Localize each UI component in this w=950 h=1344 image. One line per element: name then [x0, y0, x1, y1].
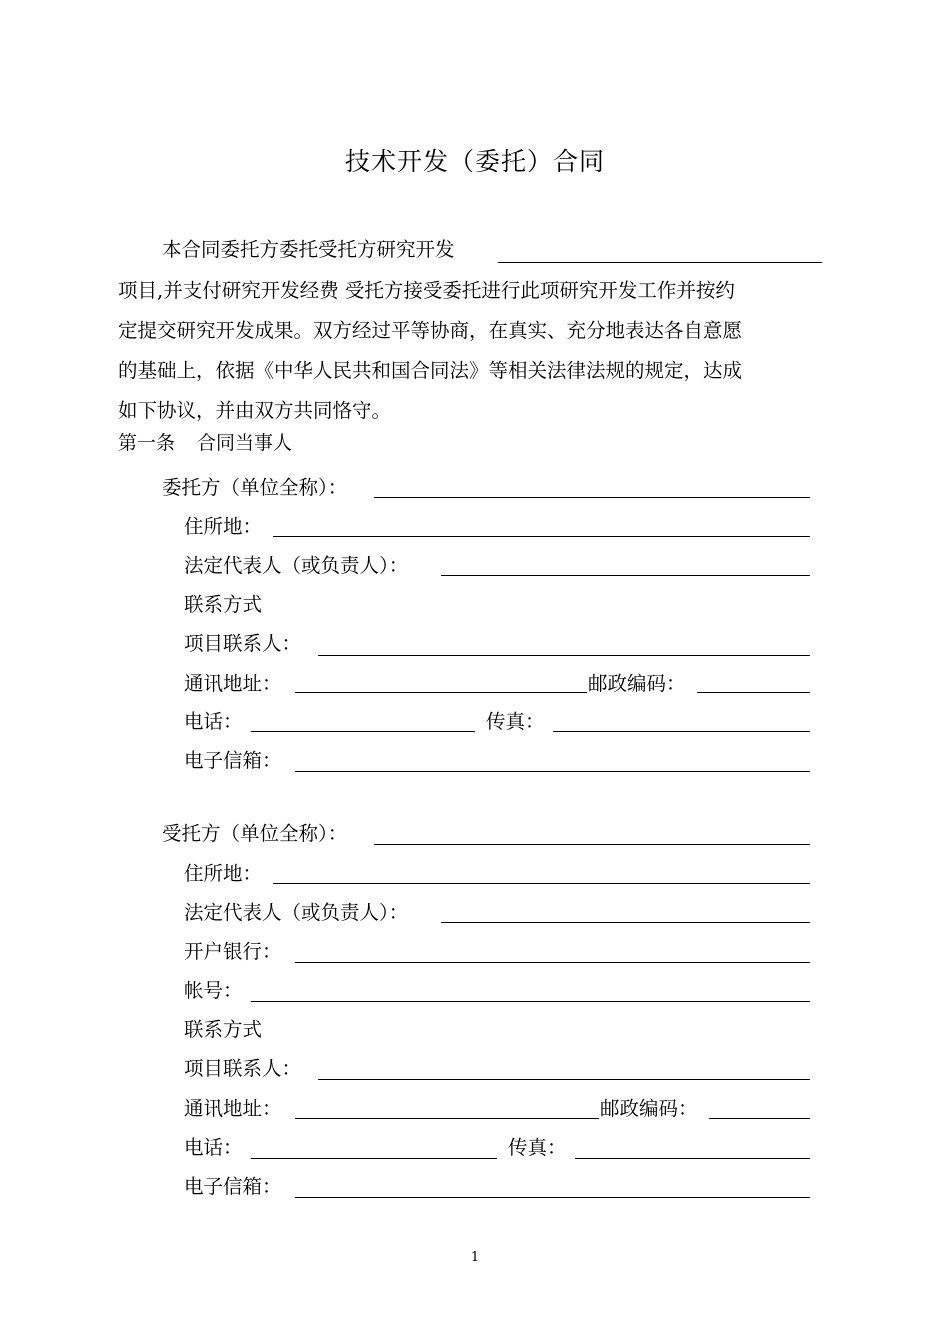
client-postcode-field[interactable]: [697, 692, 810, 693]
client-rep-label: 法定代表人（或负责人）：: [184, 554, 409, 577]
contractor-contact-person-field[interactable]: [318, 1079, 810, 1080]
contractor-bank-field[interactable]: [295, 962, 810, 963]
contractor-rep-label: 法定代表人（或负责人）：: [184, 901, 409, 924]
contractor-email-label: 电子信箱：: [184, 1175, 282, 1198]
client-fax-field[interactable]: [553, 731, 810, 732]
contractor-rep-field[interactable]: [441, 922, 810, 923]
intro-line-3: 定提交研究开发成果。双方经过平等协商，在真实、充分地表达各自意愿: [118, 319, 743, 342]
contractor-phone-field[interactable]: [251, 1158, 497, 1159]
contractor-account-label: 帐号：: [184, 979, 243, 1002]
client-fax-label: 传真：: [486, 710, 545, 733]
intro-line-5: 如下协议，并由双方共同恪守。: [118, 399, 392, 422]
intro-line-2: 项目,并支付研究开发经费 受托方接受委托进行此项研究开发工作并按约: [118, 279, 735, 302]
contractor-account-field[interactable]: [251, 1001, 810, 1002]
client-contact-person-label: 项目联系人：: [184, 632, 302, 655]
contractor-mail-address-label: 通讯地址：: [184, 1097, 282, 1120]
intro-line-4: 的基础上，依据《中华人民共和国合同法》等相关法律法规的规定，达成: [118, 359, 743, 382]
contractor-name-label: 受托方（单位全称）：: [162, 822, 348, 845]
contractor-name-field[interactable]: [374, 844, 810, 845]
client-postcode-label: 邮政编码：: [588, 672, 686, 695]
contractor-bank-label: 开户银行：: [184, 940, 282, 963]
client-rep-field[interactable]: [441, 575, 810, 576]
client-phone-field[interactable]: [251, 731, 475, 732]
article-title: 合同当事人: [197, 432, 293, 454]
article-1-heading: [118, 428, 292, 455]
client-email-field[interactable]: [295, 771, 810, 772]
contractor-fax-label: 传真：: [508, 1136, 567, 1159]
document-title: 技术开发（委托）合同: [344, 147, 605, 176]
contractor-fax-field[interactable]: [575, 1158, 810, 1159]
contractor-mail-address-field[interactable]: [295, 1118, 599, 1119]
contractor-phone-label: 电话：: [184, 1136, 243, 1159]
client-mail-address-label: 通讯地址：: [184, 672, 282, 695]
client-contact-heading: 联系方式: [184, 593, 263, 616]
contractor-address-field[interactable]: [273, 883, 810, 884]
client-mail-address-field[interactable]: [295, 692, 587, 693]
page-number: 1: [470, 1250, 480, 1265]
intro-line-1: 本合同委托方委托受托方研究开发: [162, 238, 455, 261]
contractor-contact-person-label: 项目联系人：: [184, 1057, 302, 1080]
project-name-field[interactable]: [498, 262, 822, 263]
article-number: 第一条: [118, 432, 176, 454]
contractor-address-label: 住所地：: [184, 862, 263, 885]
client-contact-person-field[interactable]: [318, 655, 810, 656]
contractor-postcode-field[interactable]: [709, 1118, 810, 1119]
client-email-label: 电子信箱：: [184, 749, 282, 772]
contractor-email-field[interactable]: [295, 1197, 810, 1198]
contractor-contact-heading: 联系方式: [184, 1018, 263, 1041]
client-address-label: 住所地：: [184, 515, 263, 538]
contractor-postcode-label: 邮政编码：: [600, 1097, 698, 1120]
client-phone-label: 电话：: [184, 710, 243, 733]
client-name-label: 委托方（单位全称）：: [162, 476, 348, 499]
client-name-field[interactable]: [374, 497, 810, 498]
client-address-field[interactable]: [273, 536, 810, 537]
